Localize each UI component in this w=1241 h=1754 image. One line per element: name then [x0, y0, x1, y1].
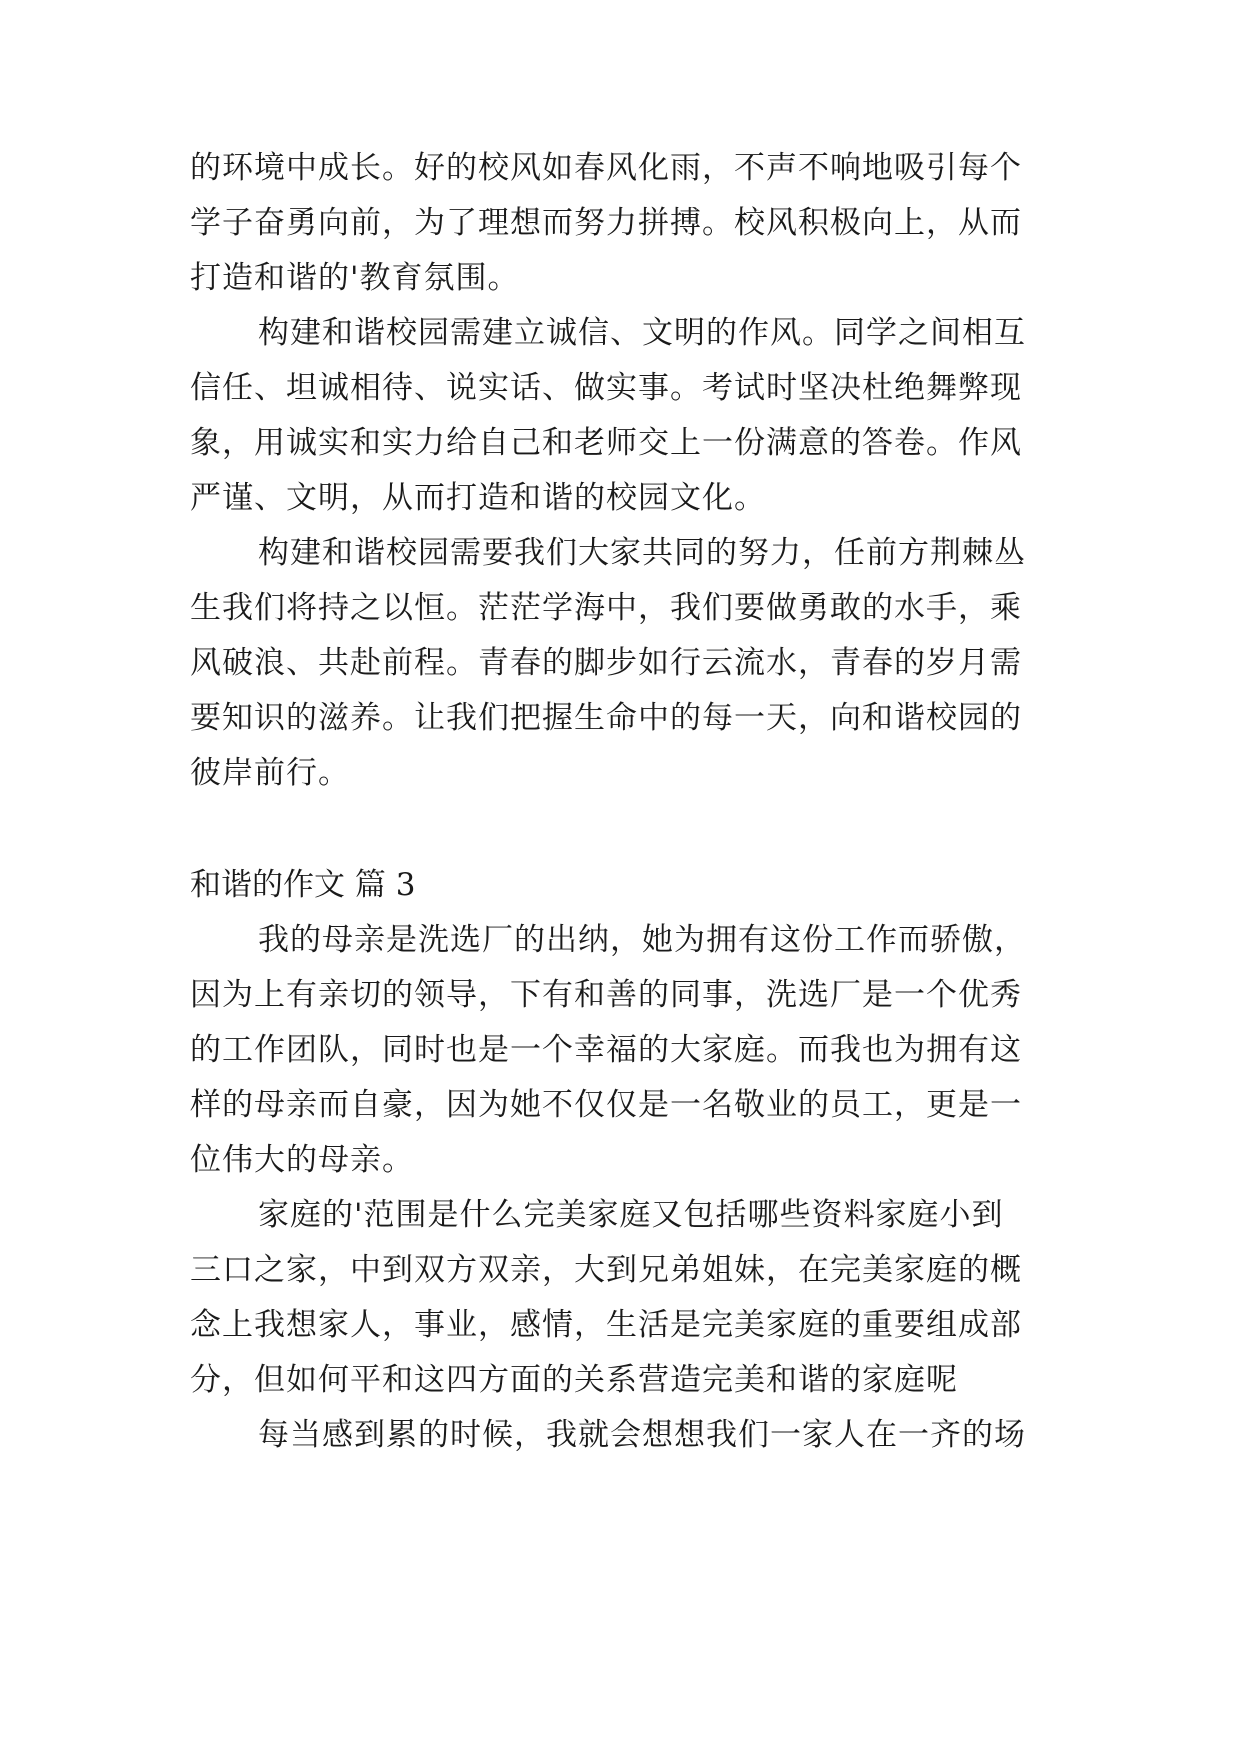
paragraph-line: 每当感到累的时候，我就会想想我们一家人在一齐的场 — [258, 1417, 1026, 1453]
paragraph-line: 构建和谐校园需建立诚信、文明的作风。同学之间相互 — [258, 315, 1026, 351]
paragraph-line: 三口之家，中到双方双亲，大到兄弟姐妹，在完美家庭的概 — [190, 1252, 1022, 1288]
paragraph-line: 家庭的'范围是什么完美家庭又包括哪些资料家庭小到 — [258, 1197, 1004, 1233]
paragraph-line: 象，用诚实和实力给自己和老师交上一份满意的答卷。作风 — [190, 425, 1022, 461]
paragraph-line: 要知识的滋养。让我们把握生命中的每一天，向和谐校园的 — [190, 700, 1022, 736]
paragraph-line: 样的母亲而自豪，因为她不仅仅是一名敬业的员工，更是一 — [190, 1087, 1022, 1123]
paragraph-line: 彼岸前行。 — [190, 755, 350, 791]
paragraph-line: 严谨、文明，从而打造和谐的校园文化。 — [190, 480, 766, 516]
paragraph-line: 构建和谐校园需要我们大家共同的努力，任前方荆棘丛 — [258, 535, 1026, 571]
paragraph-line: 的环境中成长。好的校风如春风化雨，不声不响地吸引每个 — [190, 150, 1022, 186]
paragraph-line: 分，但如何平和这四方面的关系营造完美和谐的家庭呢 — [190, 1362, 958, 1398]
paragraph-line: 我的母亲是洗选厂的出纳，她为拥有这份工作而骄傲， — [258, 922, 1026, 958]
paragraph-line: 因为上有亲切的领导，下有和善的同事，洗选厂是一个优秀 — [190, 977, 1022, 1013]
section-title: 和谐的作文 篇 3 — [190, 867, 416, 903]
paragraph-line: 风破浪、共赴前程。青春的脚步如行云流水，青春的岁月需 — [190, 645, 1022, 681]
paragraph-line: 生我们将持之以恒。茫茫学海中，我们要做勇敢的水手，乘 — [190, 590, 1022, 626]
paragraph-line: 信任、坦诚相待、说实话、做实事。考试时坚决杜绝舞弊现 — [190, 370, 1022, 406]
paragraph-line: 念上我想家人，事业，感情，生活是完美家庭的重要组成部 — [190, 1307, 1022, 1343]
paragraph-line: 位伟大的母亲。 — [190, 1142, 414, 1178]
paragraph-line: 学子奋勇向前，为了理想而努力拼搏。校风积极向上，从而 — [190, 205, 1022, 241]
paragraph-line: 的工作团队，同时也是一个幸福的大家庭。而我也为拥有这 — [190, 1032, 1022, 1068]
paragraph-line: 打造和谐的'教育氛围。 — [190, 260, 520, 296]
